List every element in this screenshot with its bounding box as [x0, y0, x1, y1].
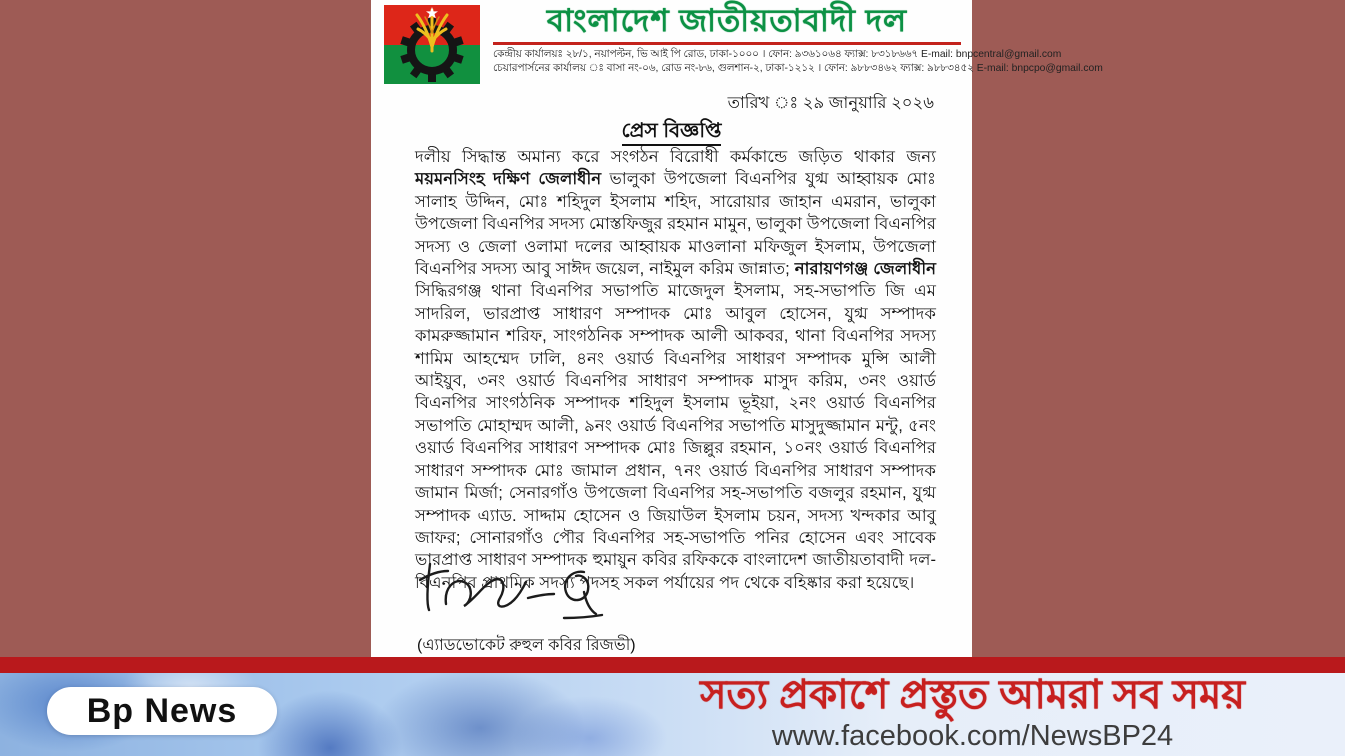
channel-slogan: সত্য প্রকাশে প্রস্তুত আমরা সব সময়	[700, 673, 1245, 717]
letterhead	[371, 0, 1103, 86]
bnp-flag-logo-icon	[384, 5, 480, 84]
signature-icon	[416, 558, 626, 630]
body-seg-4-bold: নারায়ণগঞ্জ জেলাধীন	[794, 259, 936, 279]
facebook-url: www.facebook.com/NewsBP24	[771, 720, 1174, 752]
signer-name: (এ্যাডভোকেট রুহুল কবির রিজভী)	[417, 637, 636, 654]
party-name: বাংলাদেশ জাতীয়তাবাদী দল	[546, 3, 908, 38]
press-release-title: প্রেস বিজ্ঞপ্তি	[371, 116, 972, 149]
letterhead-divider	[493, 42, 961, 45]
body-seg-3: ভালুকা উপজেলা বিএনপির যুগ্ম আহ্বায়ক মোঃ সালাহ উদ্দিন, মোঃ শহিদুল ইসলাম শহিদ, সারোয়ার জাহান এমরান, ভালুকা উপজেলা বিএনপির সদস্য মোস্তফিজুর রহমান মামুন, ভালুকা উপজেলা বিএনপির সদস্য ও জেলা ওলামা দলের আহ্বায়ক মাওলানা মফিজুল ইসলাম, উপজেলা বিএনপির সদস্য আবু সাঈদ জয়েল, নাইমুল করিম জান্নাত;	[415, 169, 936, 279]
date-line: তারিখ ঃ ২৯ জানুয়ারি ২০২৬	[727, 94, 934, 112]
body-seg-2-bold: ময়মনসিংহ দক্ষিণ জেলাধীন	[415, 169, 602, 189]
letterhead-text-block	[493, 2, 1103, 76]
press-release-body	[415, 146, 936, 594]
chairperson-office-address: চেয়ারপার্সনের কার্যালয় ঃ বাসা নং-০৬, রোড নং-৮৬, গুলশান-২, ঢাকা-১২১২ । ফোন: ৯৮৮৩৪৬২ ফ্যাক্স: ৯৮৮৩৪৫২ E-mail: bnpcpo@gmail.com	[493, 63, 1103, 74]
press-release-document	[371, 0, 1103, 657]
body-seg-1: দলীয় সিদ্ধান্ত অমান্য করে সংগঠন বিরোধী কর্মকান্ডে জড়িত থাকার জন্য	[415, 147, 936, 166]
channel-name: Bp News	[86, 691, 238, 730]
channel-badge	[47, 687, 277, 735]
banner-text-block	[600, 673, 1345, 756]
central-office-address: কেন্দ্রীয় কার্যালয়ঃ ২৮/১, নয়াপল্টন, ভি আই পি রোড, ঢাকা-১০০০ । ফোন: ৯৩৬১০৬৪ ফ্যাক্স: ৮৩১৮৬৬৭ E-mail: bnpcentral@gmail.com	[493, 49, 1062, 60]
news-banner	[0, 673, 1345, 756]
body-seg-5: সিদ্ধিরগঞ্জ থানা বিএনপির সভাপতি মাজেদুল ইসলাম, সহ-সভাপতি জি এম সাদরিল, ভারপ্রাপ্ত সাধারণ সম্পাদক মোঃ আবুল হোসেন, যুগ্ম সম্পাদক কামরুজ্জামান শরিফ, সাংগঠনিক সম্পাদক আলী আকবর, থানা বিএনপির সদস্য শামিম আহম্মেদ ঢালি, ৪নং ওয়ার্ড বিএনপির সাধারণ সম্পাদক মুন্সি আলী আইয়ুব, ৩নং ওয়ার্ড বিএনপির সাধারণ সম্পাদক মাসুদ করিম, ৩নং ওয়ার্ড বিএনপির সাংগঠনিক সম্পাদক শহিদুল ইসলাম ভূইয়া, ২নং ওয়ার্ড বিএনপির সভাপতি মোহাম্মদ আলী, ৯নং ওয়ার্ড বিএনপির সভাপতি মাসুদুজ্জামান মন্টু, ৫নং ওয়ার্ড বিএনপির সাধারণ সম্পাদক মোঃ জিল্লুর রহমান, ১০নং ওয়ার্ড বিএনপির সাধারণ সম্পাদক মোঃ জামাল প্রধান, ৭নং ওয়ার্ড বিএনপির সাধারণ সম্পাদক জামান মির্জা; সেনারগাঁও উপজেলা বিএনপির সহ-সভাপতি বজলুর রহমান, যুগ্ম সম্পাদক এ্যাড. সাদ্দাম হোসেন ও জিয়াউল ইসলাম চয়ন, সদস্য খন্দকার আবু জাফর; সোনারগাঁও পৌর বিএনপির সহ-সভাপতি পনির হোসেন এবং সাবেক ভারপ্রাপ্ত সাধারণ সম্পাদক হুমায়ুন কবির রফিককে বাংলাদেশ জাতীয়তাবাদী দল-বিএনপির প্রাথমিক সদস্য পদসহ সকল পর্যায়ের পদ থেকে বহিষ্কার করা হয়েছে।	[415, 281, 936, 592]
